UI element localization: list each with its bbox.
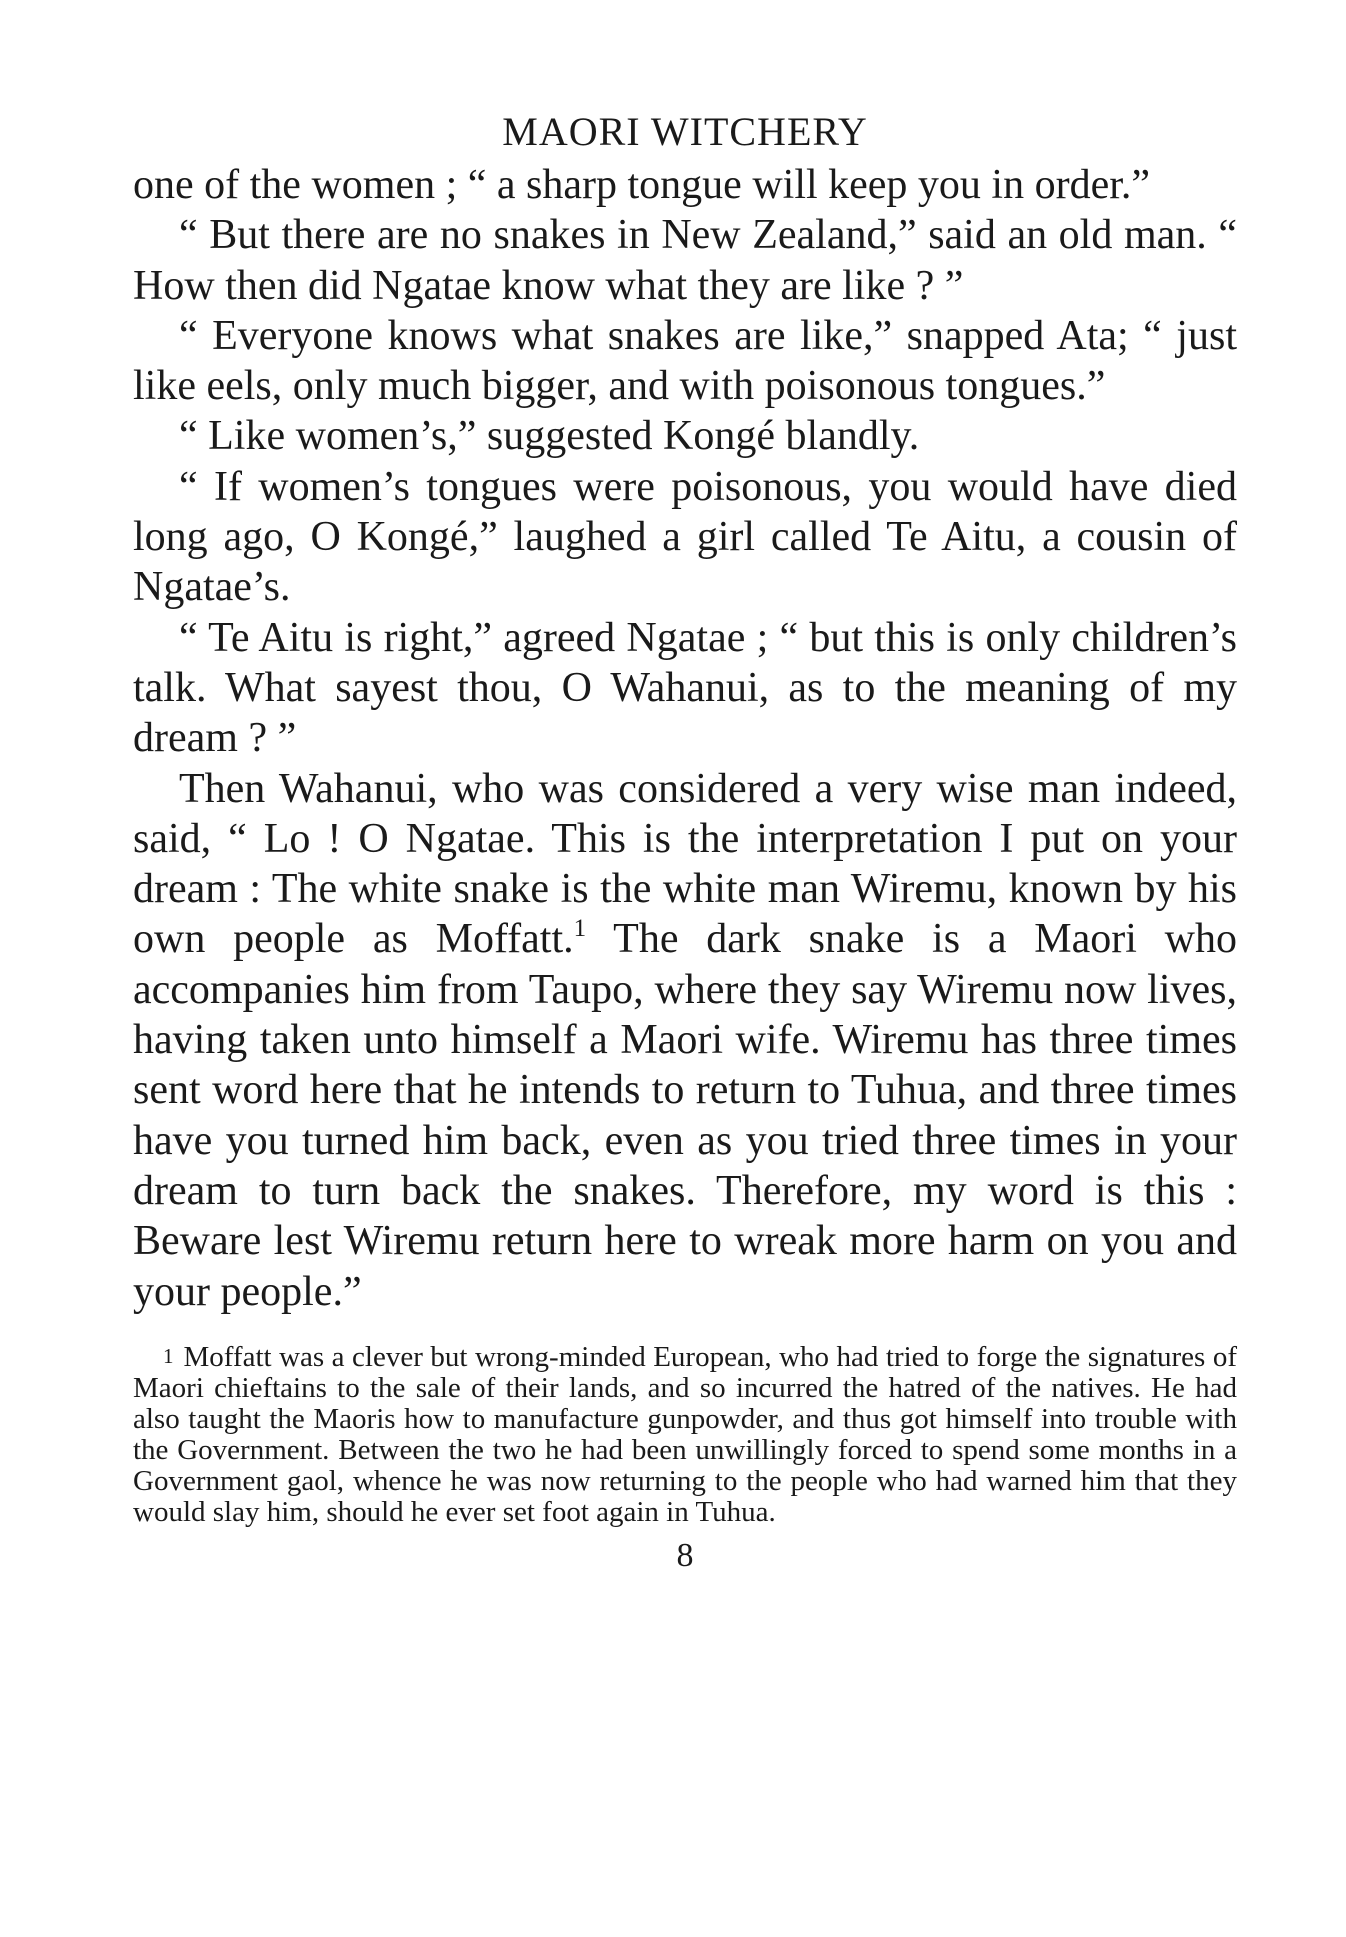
- footnote: [133, 1341, 1237, 1528]
- paragraph: “ Everyone knows what snakes are like,” snapped Ata; “ just like eels, only much bigger, and with poisonous tongues.”: [133, 312, 1237, 410]
- book-page: [133, 108, 1237, 1576]
- paragraph-text: The dark snake is a Maori who accompanies him from Taupo, where they say Wiremu now lives, having taken unto himself a Maori wife. Wiremu has three times sent word here that he intends to return to Tuhua, and three times have you turned him back, even as you tried three times in your dream to turn back the snakes. Therefore, my word is this : Beware lest Wiremu return here to wreak more harm on you and your people.”: [133, 916, 1237, 1315]
- paragraph-text: Then Wahanui, who was considered a very wise man indeed, said, “ Lo ! O Ngatae. This is the interpretation I put on your dream : The white snake is the white man Wiremu, known by his own people as Moffatt.: [133, 765, 1237, 963]
- paragraph: “ Te Aitu is right,” agreed Ngatae ; “ but this is only children’s talk. What sayest thou, O Wahanui, as to the meaning of my dream ? ”: [133, 614, 1237, 762]
- footnote-reference: 1: [573, 915, 587, 943]
- paragraph: “ But there are no snakes in New Zealand,” said an old man. “ How then did Ngatae know what they are like ? ”: [133, 212, 1237, 309]
- running-head: MAORI WITCHERY: [502, 109, 868, 154]
- paragraph: one of the women ; “ a sharp tongue will keep you in order.”: [133, 162, 1151, 208]
- paragraph: “ Like women’s,” suggested Kongé blandly.: [179, 413, 920, 460]
- paragraph: “ If women’s tongues were poisonous, you would have died long ago, O Kongé,” laughed a girl called Te Aitu, a cousin of Ngatae’s.: [133, 463, 1237, 611]
- page-number: 8: [676, 1536, 694, 1574]
- body-text: [133, 160, 1237, 1317]
- paragraph-with-note: [133, 764, 1237, 1317]
- footnote-text: Moffatt was a clever but wrong-minded European, who had tried to forge the signatures of Maori chieftains to the sale of their lands, and so incurred the hatred of the natives. He had also taught the Maoris how to manufacture gunpowder, and thus got himself into trouble with the Government. Between the two he had been unwillingly forced to spend some months in a Government gaol, whence he was now returning to the people who had warned him that they would slay him, should he ever set foot again in Tuhua.: [133, 1340, 1237, 1528]
- footnote-marker: 1: [163, 1343, 174, 1368]
